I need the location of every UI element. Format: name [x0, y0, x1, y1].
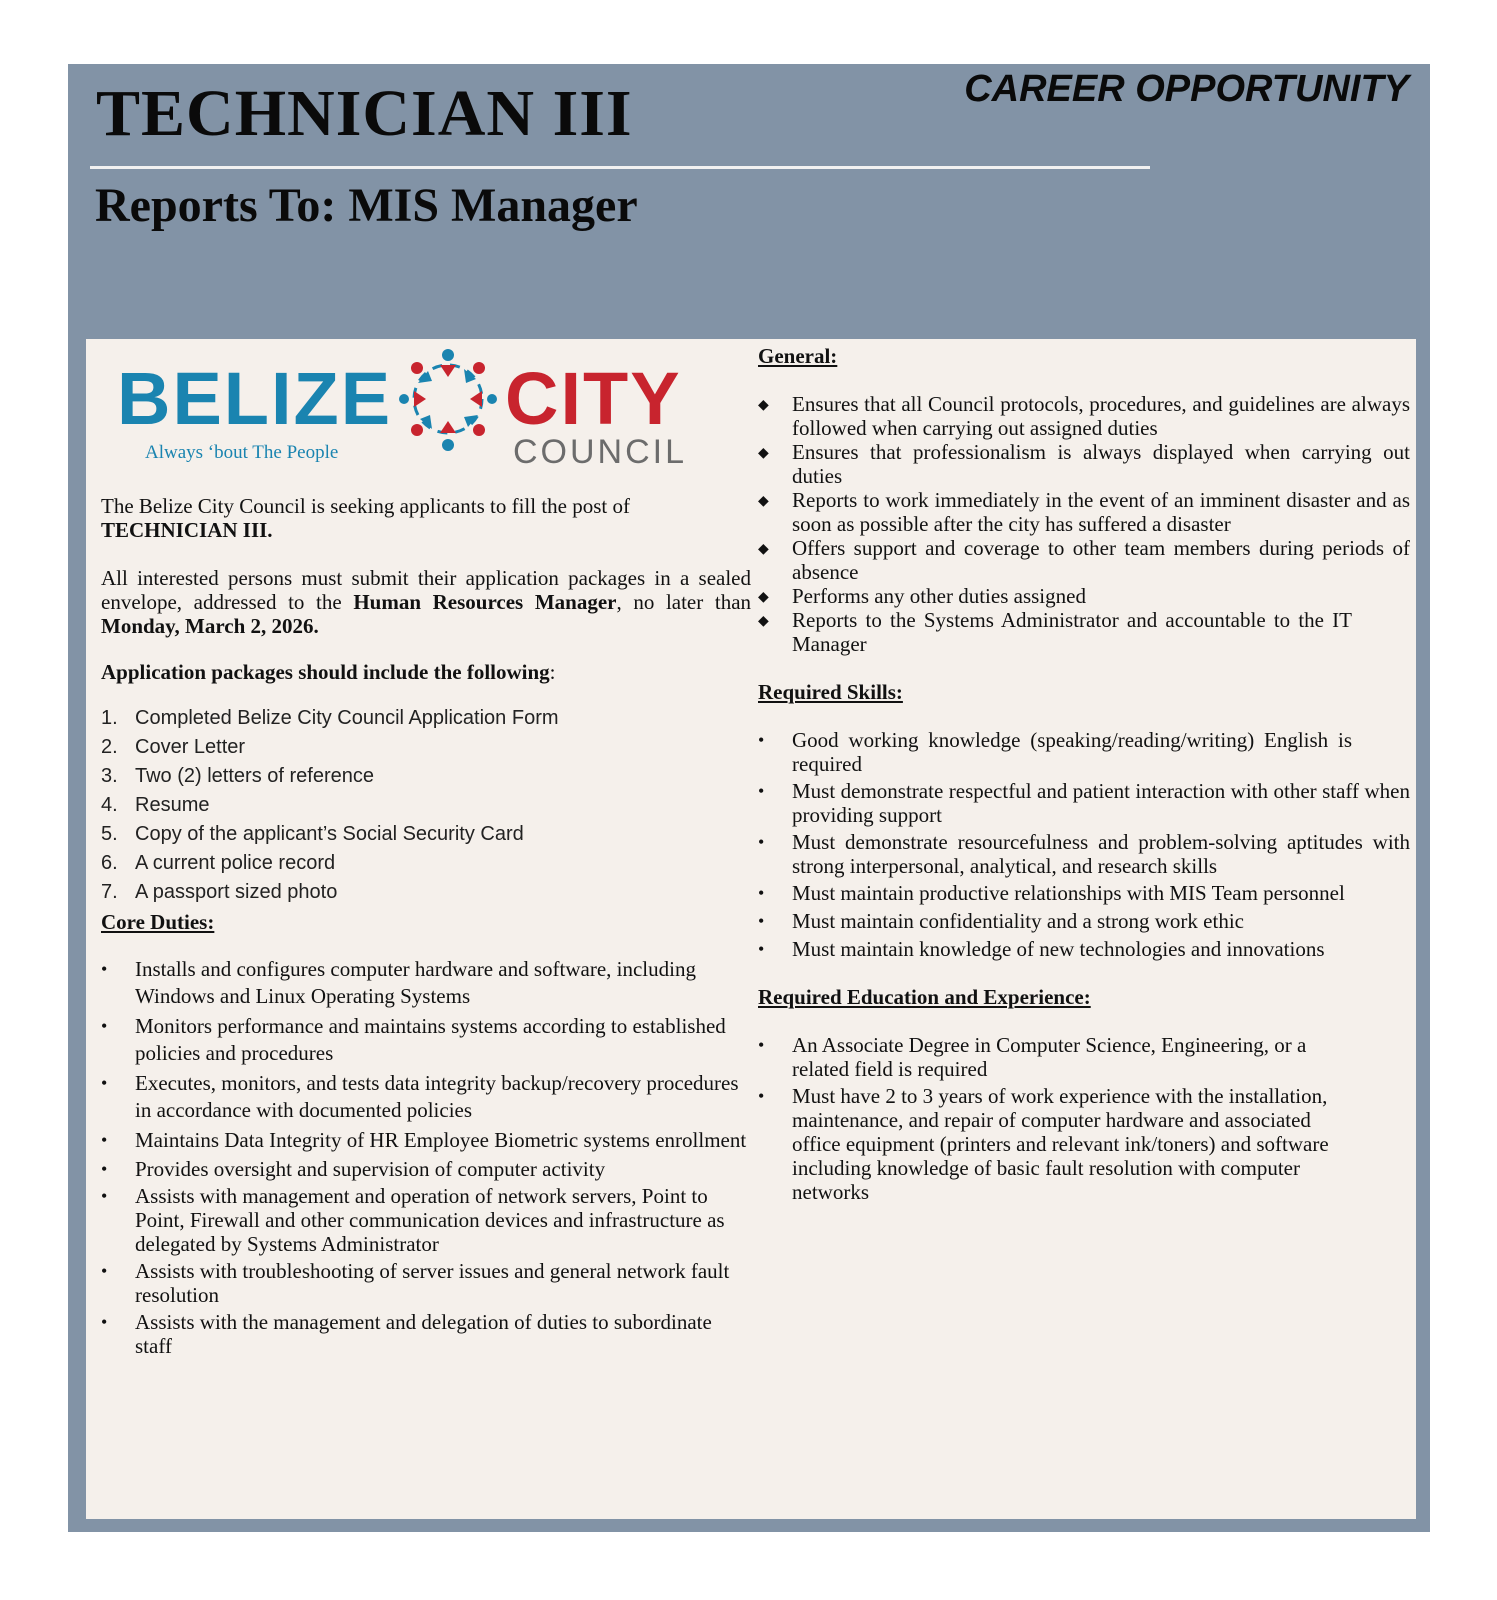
- list-item: • Good working knowledge (speaking/reading/writing) English is required: [758, 728, 1352, 776]
- logo-tagline: Always ‘bout The People: [145, 442, 339, 463]
- list-item: 5. Copy of the applicant’s Social Security Card: [101, 823, 524, 845]
- list-item: • An Associate Degree in Computer Science, Engineering, or a related field is required: [758, 1033, 1307, 1081]
- list-item: 6. A current police record: [101, 852, 336, 874]
- intro-submit: All interested persons must submit their application packages in a sealed envelope, addressed to the Human Resources Manager, no later than Monday, March 2, 2026.: [101, 566, 752, 638]
- list-item: • Must maintain knowledge of new technologies and innovations: [758, 937, 1325, 961]
- list-item: ◆ Ensures that professionalism is always displayed when carrying out duties: [758, 440, 1410, 488]
- left-column: [101, 494, 751, 1361]
- list-item: ◆ Ensures that all Council protocols, procedures, and guidelines are always followed when carrying out assigned duties: [758, 392, 1410, 440]
- list-item: 3. Two (2) letters of reference: [101, 765, 374, 787]
- list-item: • Must demonstrate resourcefulness and problem-solving aptitudes with strong interpersonal, analytical, and research skills: [758, 830, 1410, 878]
- list-item: • Must have 2 to 3 years of work experience with the installation, maintenance, and repair of computer hardware and associated office equipment (printers and relevant ink/toners) and software including knowledge of basic fault resolution with computer networks: [758, 1084, 1329, 1204]
- application-heading: Application packages should include the following:: [101, 660, 556, 684]
- list-item: • Provides oversight and supervision of computer activity: [101, 1157, 606, 1181]
- job-title: TECHNICIAN III: [96, 77, 633, 150]
- hr-manager: Human Resources Manager: [353, 590, 617, 614]
- list-item: • Installs and configures computer hardware and software, including Windows and Linux Operating Systems: [101, 957, 696, 1008]
- belize-city-council-logo: [113, 345, 713, 475]
- skills-heading: Required Skills:: [758, 680, 903, 704]
- deadline: Monday, March 2, 2026.: [101, 614, 319, 638]
- logo-word-city: CITY: [505, 357, 682, 440]
- logo-word-belize: BELIZE: [117, 357, 393, 440]
- header-divider: [90, 166, 1150, 169]
- list-item: • Must maintain productive relationships with MIS Team personnel: [758, 881, 1345, 905]
- intro-seeking: The Belize City Council is seeking applicants to fill the post of TECHNICIAN III.: [101, 494, 630, 542]
- logo-word-council: COUNCIL: [513, 433, 688, 471]
- intro-post: TECHNICIAN III.: [101, 518, 273, 542]
- list-item: 7. A passport sized photo: [101, 881, 338, 903]
- application-list: [101, 706, 751, 904]
- list-item: • Assists with troubleshooting of server issues and general network fault resolution: [101, 1259, 730, 1307]
- people-circle-emblem-icon: [397, 347, 499, 457]
- list-item: ◆ Reports to work immediately in the event of an imminent disaster and as soon as possible after the city has suffered a disaster: [758, 488, 1410, 536]
- list-item: 2. Cover Letter: [101, 736, 246, 758]
- core-duties-list: [101, 956, 751, 1358]
- list-item: 4. Resume: [101, 794, 210, 816]
- general-list: [758, 392, 1410, 656]
- core-duties-heading: Core Duties:: [101, 910, 215, 934]
- list-item: • Must demonstrate respectful and patient interaction with other staff when providing support: [758, 779, 1410, 827]
- list-item: • Assists with the management and delegation of duties to subordinate staff: [101, 1310, 712, 1358]
- list-item: ◆ Performs any other duties assigned: [758, 584, 1086, 608]
- career-opportunity-banner: CAREER OPPORTUNITY: [964, 68, 1409, 110]
- education-heading: Required Education and Experience:: [758, 985, 1091, 1009]
- list-item: • Executes, monitors, and tests data integrity backup/recovery procedures in accordance with documented policies: [101, 1071, 739, 1122]
- education-list: [758, 1033, 1358, 1204]
- list-item: • Monitors performance and maintains systems according to established policies and procedures: [101, 1014, 726, 1065]
- list-item: 1. Completed Belize City Council Application Form: [101, 707, 559, 729]
- skills-list: [758, 728, 1410, 961]
- list-item: • Must maintain confidentiality and a strong work ethic: [758, 909, 1244, 933]
- list-item: ◆ Reports to the Systems Administrator and accountable to the IT Manager: [758, 608, 1352, 656]
- list-item: ◆ Offers support and coverage to other team members during periods of absence: [758, 536, 1410, 584]
- list-item: • Maintains Data Integrity of HR Employee Biometric systems enrollment: [101, 1128, 747, 1152]
- list-item: • Assists with management and operation of network servers, Point to Point, Firewall and other communication devices and infrastructure as delegated by Systems Administrator: [101, 1184, 725, 1256]
- general-heading: General:: [758, 344, 838, 368]
- right-column: [758, 344, 1410, 1204]
- reports-to: Reports To: MIS Manager: [95, 179, 638, 232]
